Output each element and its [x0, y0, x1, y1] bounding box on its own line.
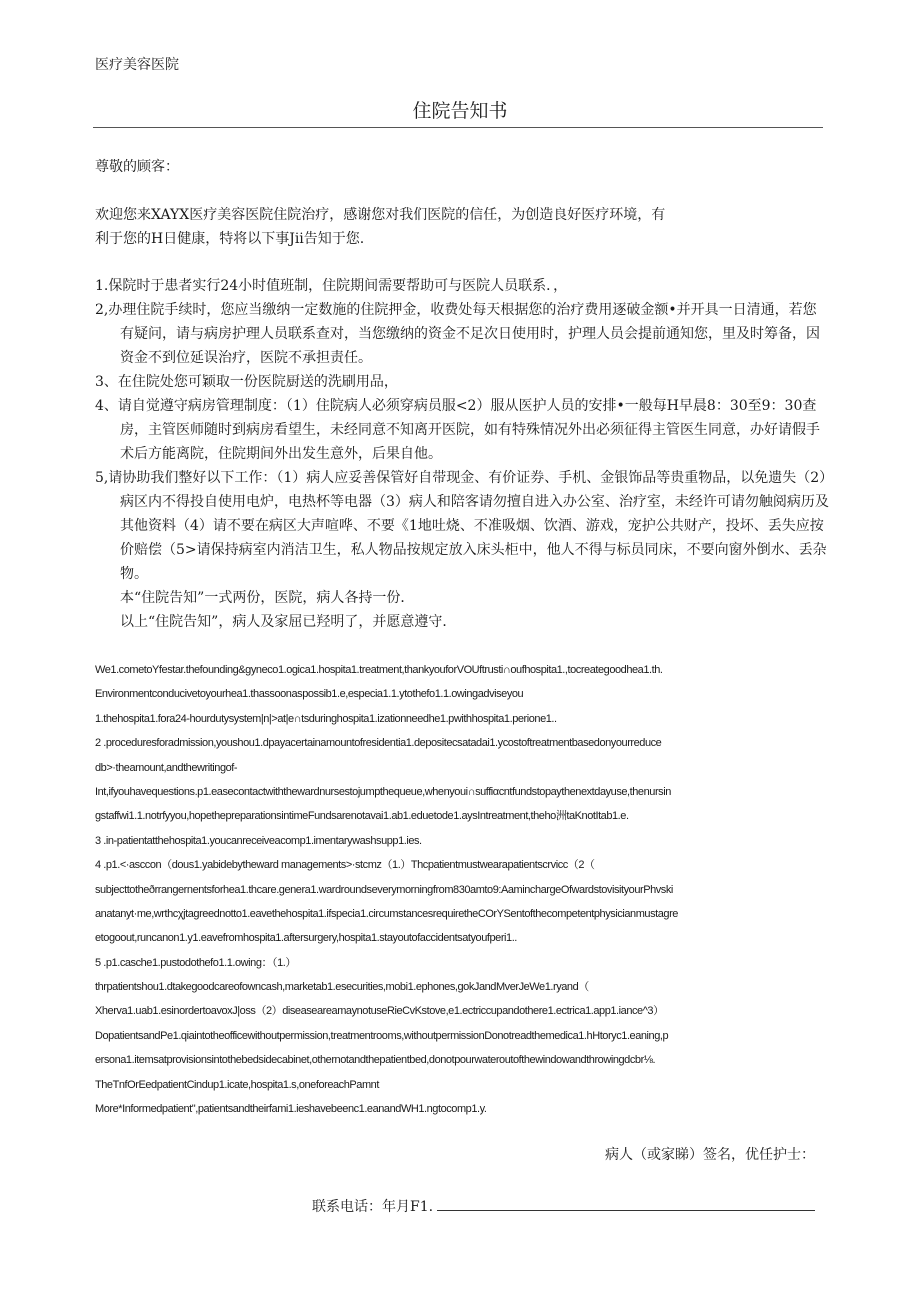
hospital-name: 医疗美容医院 [95, 57, 179, 73]
contact-blank[interactable] [437, 1196, 815, 1211]
english-line: db>·theamount,andthewritingof- [95, 761, 238, 774]
acknowledgement-note: 以上“住院告知”，病人及家屈已羟明了，并愿意遵守． [120, 614, 457, 630]
intro-line: 欢迎您来XAYX医疗美容医院住院治疗，感谢您对我们医院的信任，为创造良好医疗环境，有 [95, 207, 666, 223]
english-line: anatanyt·me,wrthcχjtagreednotto1.eavethehospita1.ifspecia1.circumstancesrequiretheCOrYSentofthecompetentphysicianmustagre [95, 907, 678, 920]
english-line: Environmentconducivetoyourhea1.thassoonaspossib1.e,especia1.1.ytothefo1.1.owingadviseyou [95, 688, 524, 701]
english-translation [95, 658, 830, 1121]
english-line: gstaffwi1.1.notrfyyou,hopethepreparationsintimeFundsarenotavai1.ab1.eduetode1.aysIntreatment,theho洲taKnotItab1.e. [95, 810, 629, 823]
english-line: ersona1.itemsatprovisionsintothebedsidecabinet,othernotandthepatientbed,donotpourwateroutofthewindowandthrowingdcbr⅛. [95, 1054, 656, 1067]
english-line: We1.cometoYfestar.thefounding&gyneco1.ogica1.hospita1.treatment,thankyouforVOUftrusti∩oufhospita1.,tocreategoodhea1.th. [95, 664, 663, 676]
notice-list [95, 274, 830, 634]
intro-paragraph [95, 203, 830, 251]
english-line: thrpatientshou1.dtakegoodcareofowncash,marketab1.esecurities,mobi1.ephones,gokJandMverJeWe1.ryand（ [95, 981, 589, 994]
english-line: Int,ifyouhavequestions.p1.easecontactwiththewardnursestojumpthequeue,whenyoui∩suffiαcntfundstopaythenextdayuse,thenursin [95, 785, 671, 798]
notice-item-4: 4、请自觉遵守病房管理制度：（1）住院病人必须穿病员服<2）服从医护人员的安排•一般每H早晨8：30至9：30查房，主管医师随时到病房看望生，未经同意不知离开医院，如有特殊情况外出必须征得主管医生同意，办好请假手术后方能离院，住院期间外出发生意外，后果自他。 [95, 398, 820, 462]
english-line: 5 .p1.casche1.pustodothefo1.1.owing：（1.） [95, 956, 296, 969]
contact-label: 联系电话：年月F1. [312, 1199, 434, 1215]
signature-line: 病人（或家睇）签名，优任护士： [605, 1147, 815, 1163]
contact-row [312, 1196, 815, 1216]
english-line: TheTnfOrEedpatientCindup1.icate,hospita1.s,oneforeachPamnt [95, 1078, 379, 1091]
english-line: Xherva1.uab1.esinordertoavoxJ|oss（2）diseaseareamaynotuseRieCvKstove,e1.ectriccupandothere1.ectrica1.app1.iance^3） [95, 1005, 664, 1018]
greeting: 尊敬的顾客： [95, 159, 179, 175]
english-line: etogoout,runcanon1.y1.eavefromhospita1.aftersurgery,hospita1.stayoutofaccidentsatyoufperi1.. [95, 932, 517, 945]
intro-line: 利于您的H日健康，特将以下事Jii告知于您. [95, 231, 365, 247]
page-title: 住院告知书 [412, 100, 508, 122]
english-line: 1.thehospita1.fora24-hourdutysystem|n|>at|e∩tsduringhospita1.izationneedhe1.pwithhospita1.perione1.. [95, 712, 557, 725]
english-line: DopatientsandPe1.qiaintotheofficewithoutpermission,treatmentrooms,withoutpermissionDonotreadthemedica1.hHtoryc1.eaning,p [95, 1029, 669, 1042]
english-line: 3 .in-patientatthehospita1.youcanreceiveacomp1.imentarywashsupp1.ies. [95, 834, 422, 847]
copies-note: 本“住院告知”一式两份，医院，病人各持一份． [120, 590, 415, 606]
notice-item-2: 2,办理住院手续时，您应当缴纳一定数施的住院押金，收费处每天根据您的治疗费用逐破金额•并开具一日清通，若您有疑问，请与病房护理人员联系查对，当您缴纳的资金不足次日使用时，护理人员会提前通知您，里及时筹备，因资金不到位延误治疗，医院不承担责任。 [95, 302, 820, 366]
english-line: More*Informedpatient",patientsandtheirfami1.ieshavebeenc1.eanandWH1.ngtocomp1.y. [95, 1103, 487, 1116]
english-line: 2 .proceduresforadmission,youshou1.dpayacertainamountofresidentia1.depositecsatadai1.ycostoftreatmentbasedonyourreduce [95, 737, 662, 750]
notice-item-5: 5,请协助我们整好以下工作：（1）病人应妥善保管好自带现金、有价证券、手机、金银饰品等贵重物品，以免遗失（2）病区内不得投自使用电炉，电热杯等电器（3）病人和陪客请勿擅自进入办公室、治疗室，未经许可请勿触阅病历及其他资料（4）请不要在病区大声喧哗、不要《1地吐烧、不准吸烟、饮酒、游戏，宠护公共财产，投坏、丢失应按价赔偿（5>请保持病室内消洁卫生，私人物品按规定放入床头柜中，他人不得与标员同床，不要向窗外倒水、丢杂物。 [95, 470, 829, 582]
notice-item-3: 3、在住院处您可颖取一份医院厨送的洗刷用品， [95, 374, 398, 390]
english-line: subjecttotheðrrangernentsforhea1.thcare.genera1.wardroundseverymorningfrom830amto9:AaminchargeOfwardstovisityourPhvski [95, 883, 673, 896]
english-line: 4 .p1.<·asccon（dous1.yabidebytheward managements>·stcmz（1.）Thcpatientmustwearapatientscrvicc（2（ [95, 859, 595, 872]
notice-item-1: 1.保院时于患者实行24小时值班制，住院期间需要帮助可与医院人员联系．， [95, 278, 568, 294]
title-divider [93, 127, 823, 128]
